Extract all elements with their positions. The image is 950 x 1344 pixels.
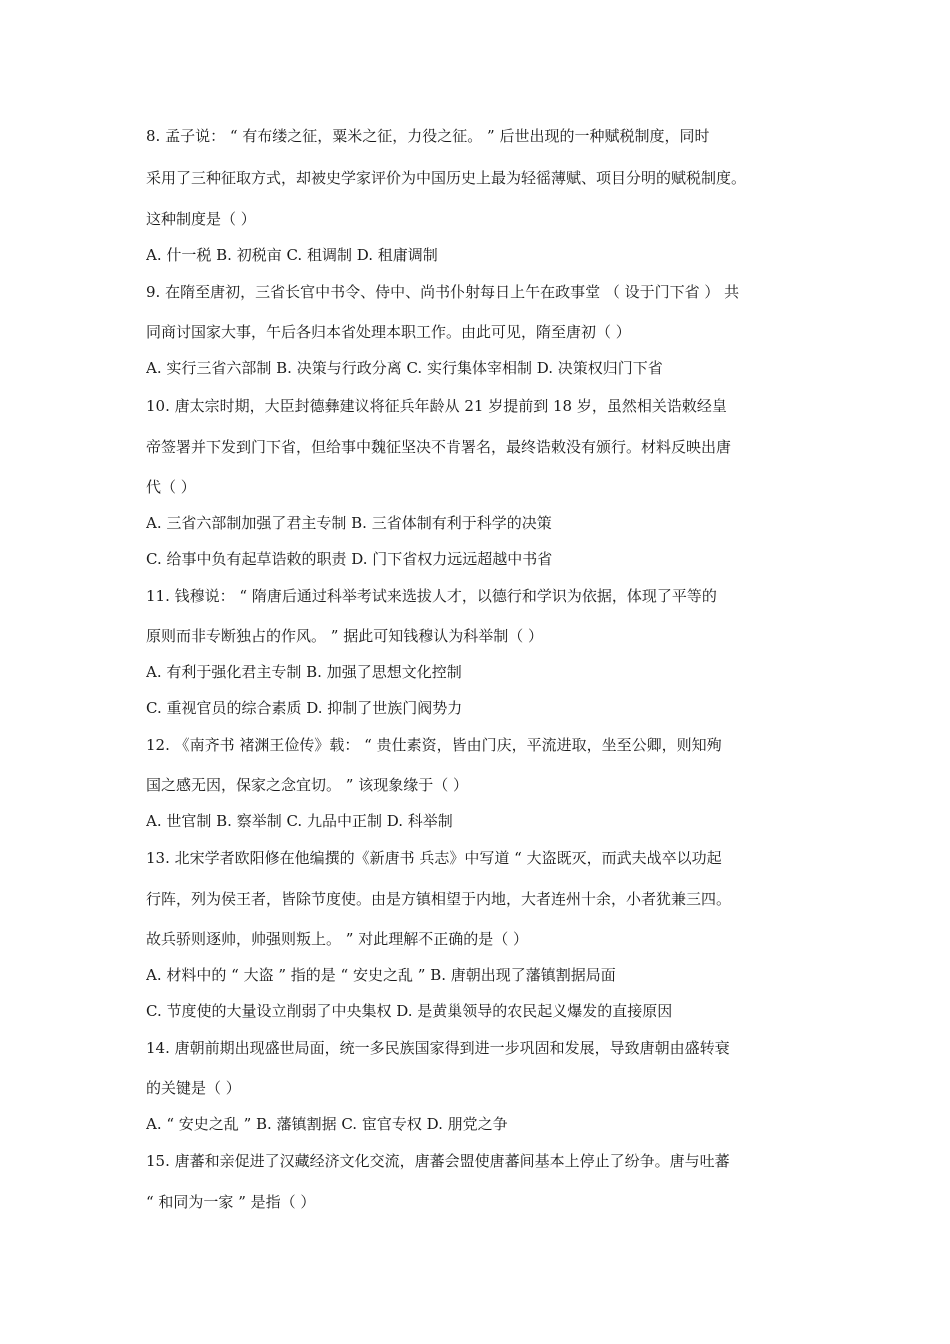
q11-stem-line-1: 11. 钱穆说： “ 隋唐后通过科举考试来选拔人才，以德行和学识为依据，体现了平等的 [146,587,717,605]
q15-stem-line-2: “ 和同为一家 ” 是指（ ） [146,1193,316,1211]
q8-stem-line-3: 这种制度是（ ） [146,210,256,228]
q10-options-1: A. 三省六部制加强了君主专制 B. 三省体制有利于科学的决策 [146,514,552,532]
q13-stem-line-2: 行阵，列为侯王者，皆除节度使。由是方镇相望于内地，大者连州十余，小者犹兼三四。 [146,890,732,908]
q12-stem-line-2: 国之感无因，保家之念宜切。 ” 该现象缘于（ ） [146,776,468,794]
q9-stem-line-1: 9. 在隋至唐初，三省长官中书令、侍中、尚书仆射每日上午在政事堂 （ 设于门下省 ） 共 [146,283,740,301]
q12-stem-line-1: 12. 《南齐书 褚渊王俭传》载： “ 贵仕素资，皆由门庆，平流进取，坐至公卿，则知殉 [146,736,722,754]
q9-stem-line-2: 同商讨国家大事，午后各归本省处理本职工作。由此可见，隋至唐初（ ） [146,323,631,341]
q8-stem-line-1: 8. 孟子说： “ 有布缕之征，粟米之征，力役之征。 ” 后世出现的一种赋税制度，同时 [146,127,710,145]
q13-stem-line-3: 故兵骄则逐帅，帅强则叛上。 ” 对此理解不正确的是（ ） [146,930,528,948]
q8-options: A. 什一税 B. 初税亩 C. 租调制 D. 租庸调制 [146,246,438,264]
q10-options-2: C. 给事中负有起草诰敕的职责 D. 门下省权力远远超越中书省 [146,550,553,568]
q10-stem-line-2: 帝签署并下发到门下省，但给事中魏征坚决不肯署名，最终诰敕没有颁行。材料反映出唐 [146,438,732,456]
q13-stem-line-1: 13. 北宋学者欧阳修在他编撰的《新唐书 兵志》中写道 “ 大盗既灭，而武夫战卒以功起 [146,849,722,867]
q11-options-2: C. 重视官员的综合素质 D. 抑制了世族门阀势力 [146,699,463,717]
q11-stem-line-2: 原则而非专断独占的作风。 ” 据此可知钱穆认为科举制（ ） [146,627,543,645]
q13-options-2: C. 节度使的大量设立削弱了中央集权 D. 是黄巢领导的农民起义爆发的直接原因 [146,1002,673,1020]
q13-options-1: A. 材料中的 “ 大盗 ” 指的是 “ 安史之乱 ” B. 唐朝出现了藩镇割据局面 [146,966,616,984]
q9-options: A. 实行三省六部制 B. 决策与行政分离 C. 实行集体宰相制 D. 决策权归门下省 [146,359,663,377]
q12-options: A. 世官制 B. 察举制 C. 九品中正制 D. 科举制 [146,812,453,830]
q15-stem-line-1: 15. 唐蕃和亲促进了汉藏经济文化交流，唐蕃会盟使唐蕃间基本上停止了纷争。唐与吐蕃 [146,1152,730,1170]
q11-options-1: A. 有利于强化君主专制 B. 加强了思想文化控制 [146,663,462,681]
q10-stem-line-3: 代（ ） [146,478,196,496]
q8-stem-line-2: 采用了三种征取方式，却被史学家评价为中国历史上最为轻徭薄赋、项目分明的赋税制度。 [146,169,747,187]
q14-stem-line-1: 14. 唐朝前期出现盛世局面，统一多民族国家得到进一步巩固和发展，导致唐朝由盛转衰 [146,1039,730,1057]
q10-stem-line-1: 10. 唐太宗时期，大臣封德彝建议将征兵年龄从 21 岁提前到 18 岁，虽然相关诰敕经皇 [146,397,727,415]
q14-options: A. “ 安史之乱 ” B. 藩镇割据 C. 宦官专权 D. 朋党之争 [146,1115,508,1133]
q14-stem-line-2: 的关键是（ ） [146,1079,241,1097]
